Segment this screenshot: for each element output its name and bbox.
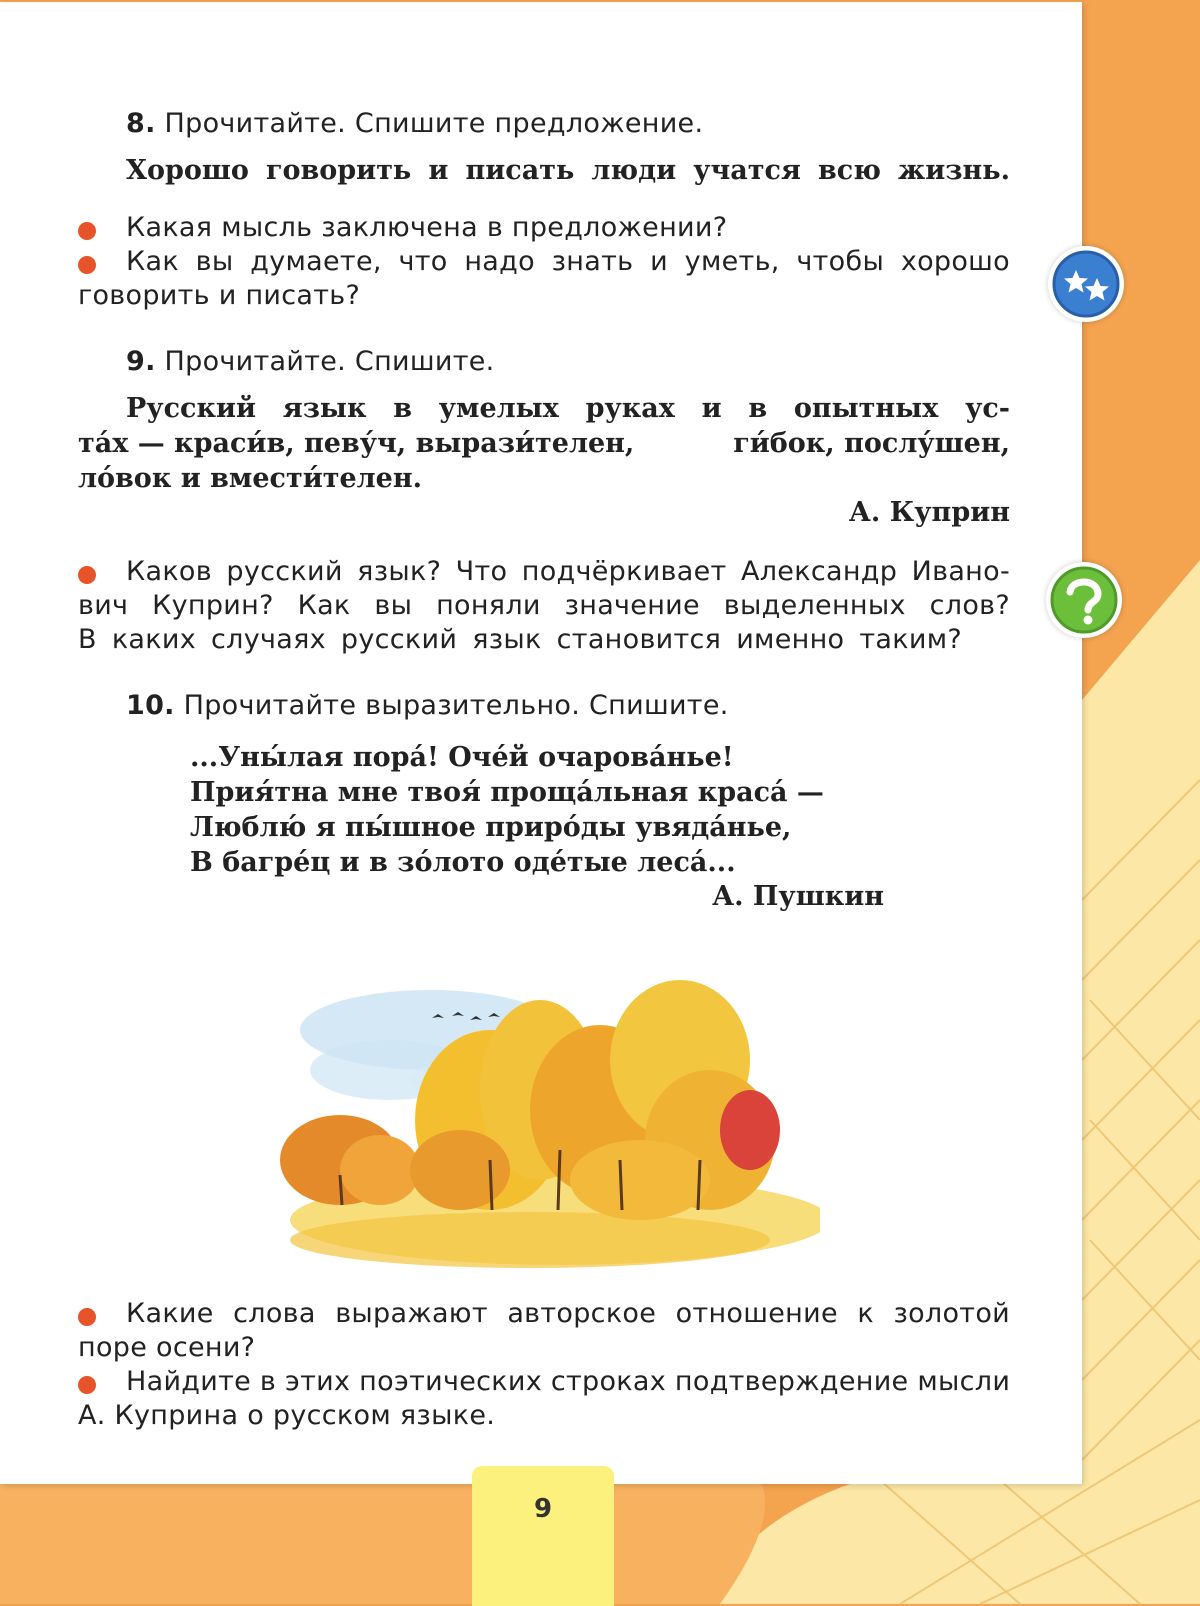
question-icon	[1046, 562, 1122, 638]
exercise-9-text-line-3: ло́вок и вмести́телен.	[78, 463, 423, 494]
poem-line-1: ...Уны́лая пора́! Оче́й очарова́нье!	[190, 742, 734, 773]
stars-icon	[1048, 246, 1124, 322]
exercise-10-heading	[126, 690, 729, 721]
bullet-icon	[78, 256, 96, 274]
exercise-8-question-2: Как вы думаете, что надо знать и уметь, чтобы хорошо	[126, 246, 1010, 277]
bullet-icon	[78, 222, 96, 240]
exercise-10-number: 10.	[126, 690, 175, 721]
exercise-10-question-2: Найдите в этих поэтических строках подтверждение мысли	[126, 1366, 1011, 1397]
exercise-9-question-3: В каких случаях русский язык становится именно таким?	[78, 624, 962, 655]
page-number-tab	[472, 1466, 614, 1606]
poem-author: А. Пушкин	[712, 881, 884, 912]
bullet-icon	[78, 1376, 96, 1394]
exercise-9-question-1: Каков русский язык? Что подчёркивает Александр Ивано-	[126, 556, 1010, 587]
exercise-8-question-2-cont: говорить и писать?	[78, 280, 361, 311]
stars-badge[interactable]	[1048, 246, 1124, 322]
exercise-9-question-2: вич Куприн? Как вы поняли значение выделенных слов?	[78, 590, 1010, 621]
exercise-9-text-line-2-start: та́х —	[78, 428, 165, 459]
exercise-10-question-1: Какие слова выражают авторское отношение к золотой	[126, 1298, 1010, 1329]
exercise-8-question-1: Какая мысль заключена в предложении?	[126, 212, 728, 243]
exercise-9-text-line-2-end: ги́бок, послу́шен,	[733, 428, 1010, 459]
page-number: 9	[533, 1494, 553, 1524]
exercise-9-author: А. Куприн	[848, 497, 1010, 528]
bullet-icon	[78, 1308, 96, 1326]
exercise-8-number: 8.	[126, 108, 156, 139]
exercise-8-heading	[126, 108, 703, 139]
exercise-9-instruction: Прочитайте. Спишите.	[164, 346, 495, 377]
exercise-9-text-line-2	[78, 428, 1010, 459]
bullet-icon	[78, 566, 96, 584]
exercise-10-question-2-cont: А. Куприна о русском языке.	[78, 1400, 496, 1431]
exercise-8-instruction: Прочитайте. Спишите предложение.	[164, 108, 704, 139]
question-badge[interactable]	[1046, 562, 1122, 638]
exercise-9-number: 9.	[126, 346, 156, 377]
exercise-8-sentence: Хорошо говорить и писать люди учатся всю жизнь.	[126, 155, 1010, 186]
exercise-9-heading	[126, 346, 495, 377]
exercise-9-highlighted-words: краси́в, певу́ч, вырази́телен,	[174, 428, 635, 459]
poem-line-3: Люблю́ я пы́шное приро́ды увяда́нье,	[190, 812, 792, 843]
exercise-10-question-1-cont: поре осени?	[78, 1332, 256, 1363]
exercise-10-instruction: Прочитайте выразительно. Спишите.	[183, 690, 729, 721]
poem-line-2: Прия́тна мне твоя́ проща́льная краса́ —	[190, 777, 824, 808]
autumn-forest-illustration	[280, 960, 820, 1270]
exercise-9-text-line-1: Русский язык в умелых руках и в опытных ус-	[126, 393, 1010, 424]
poem-line-4: В багре́ц и в зо́лото оде́тые леса́...	[190, 847, 736, 878]
